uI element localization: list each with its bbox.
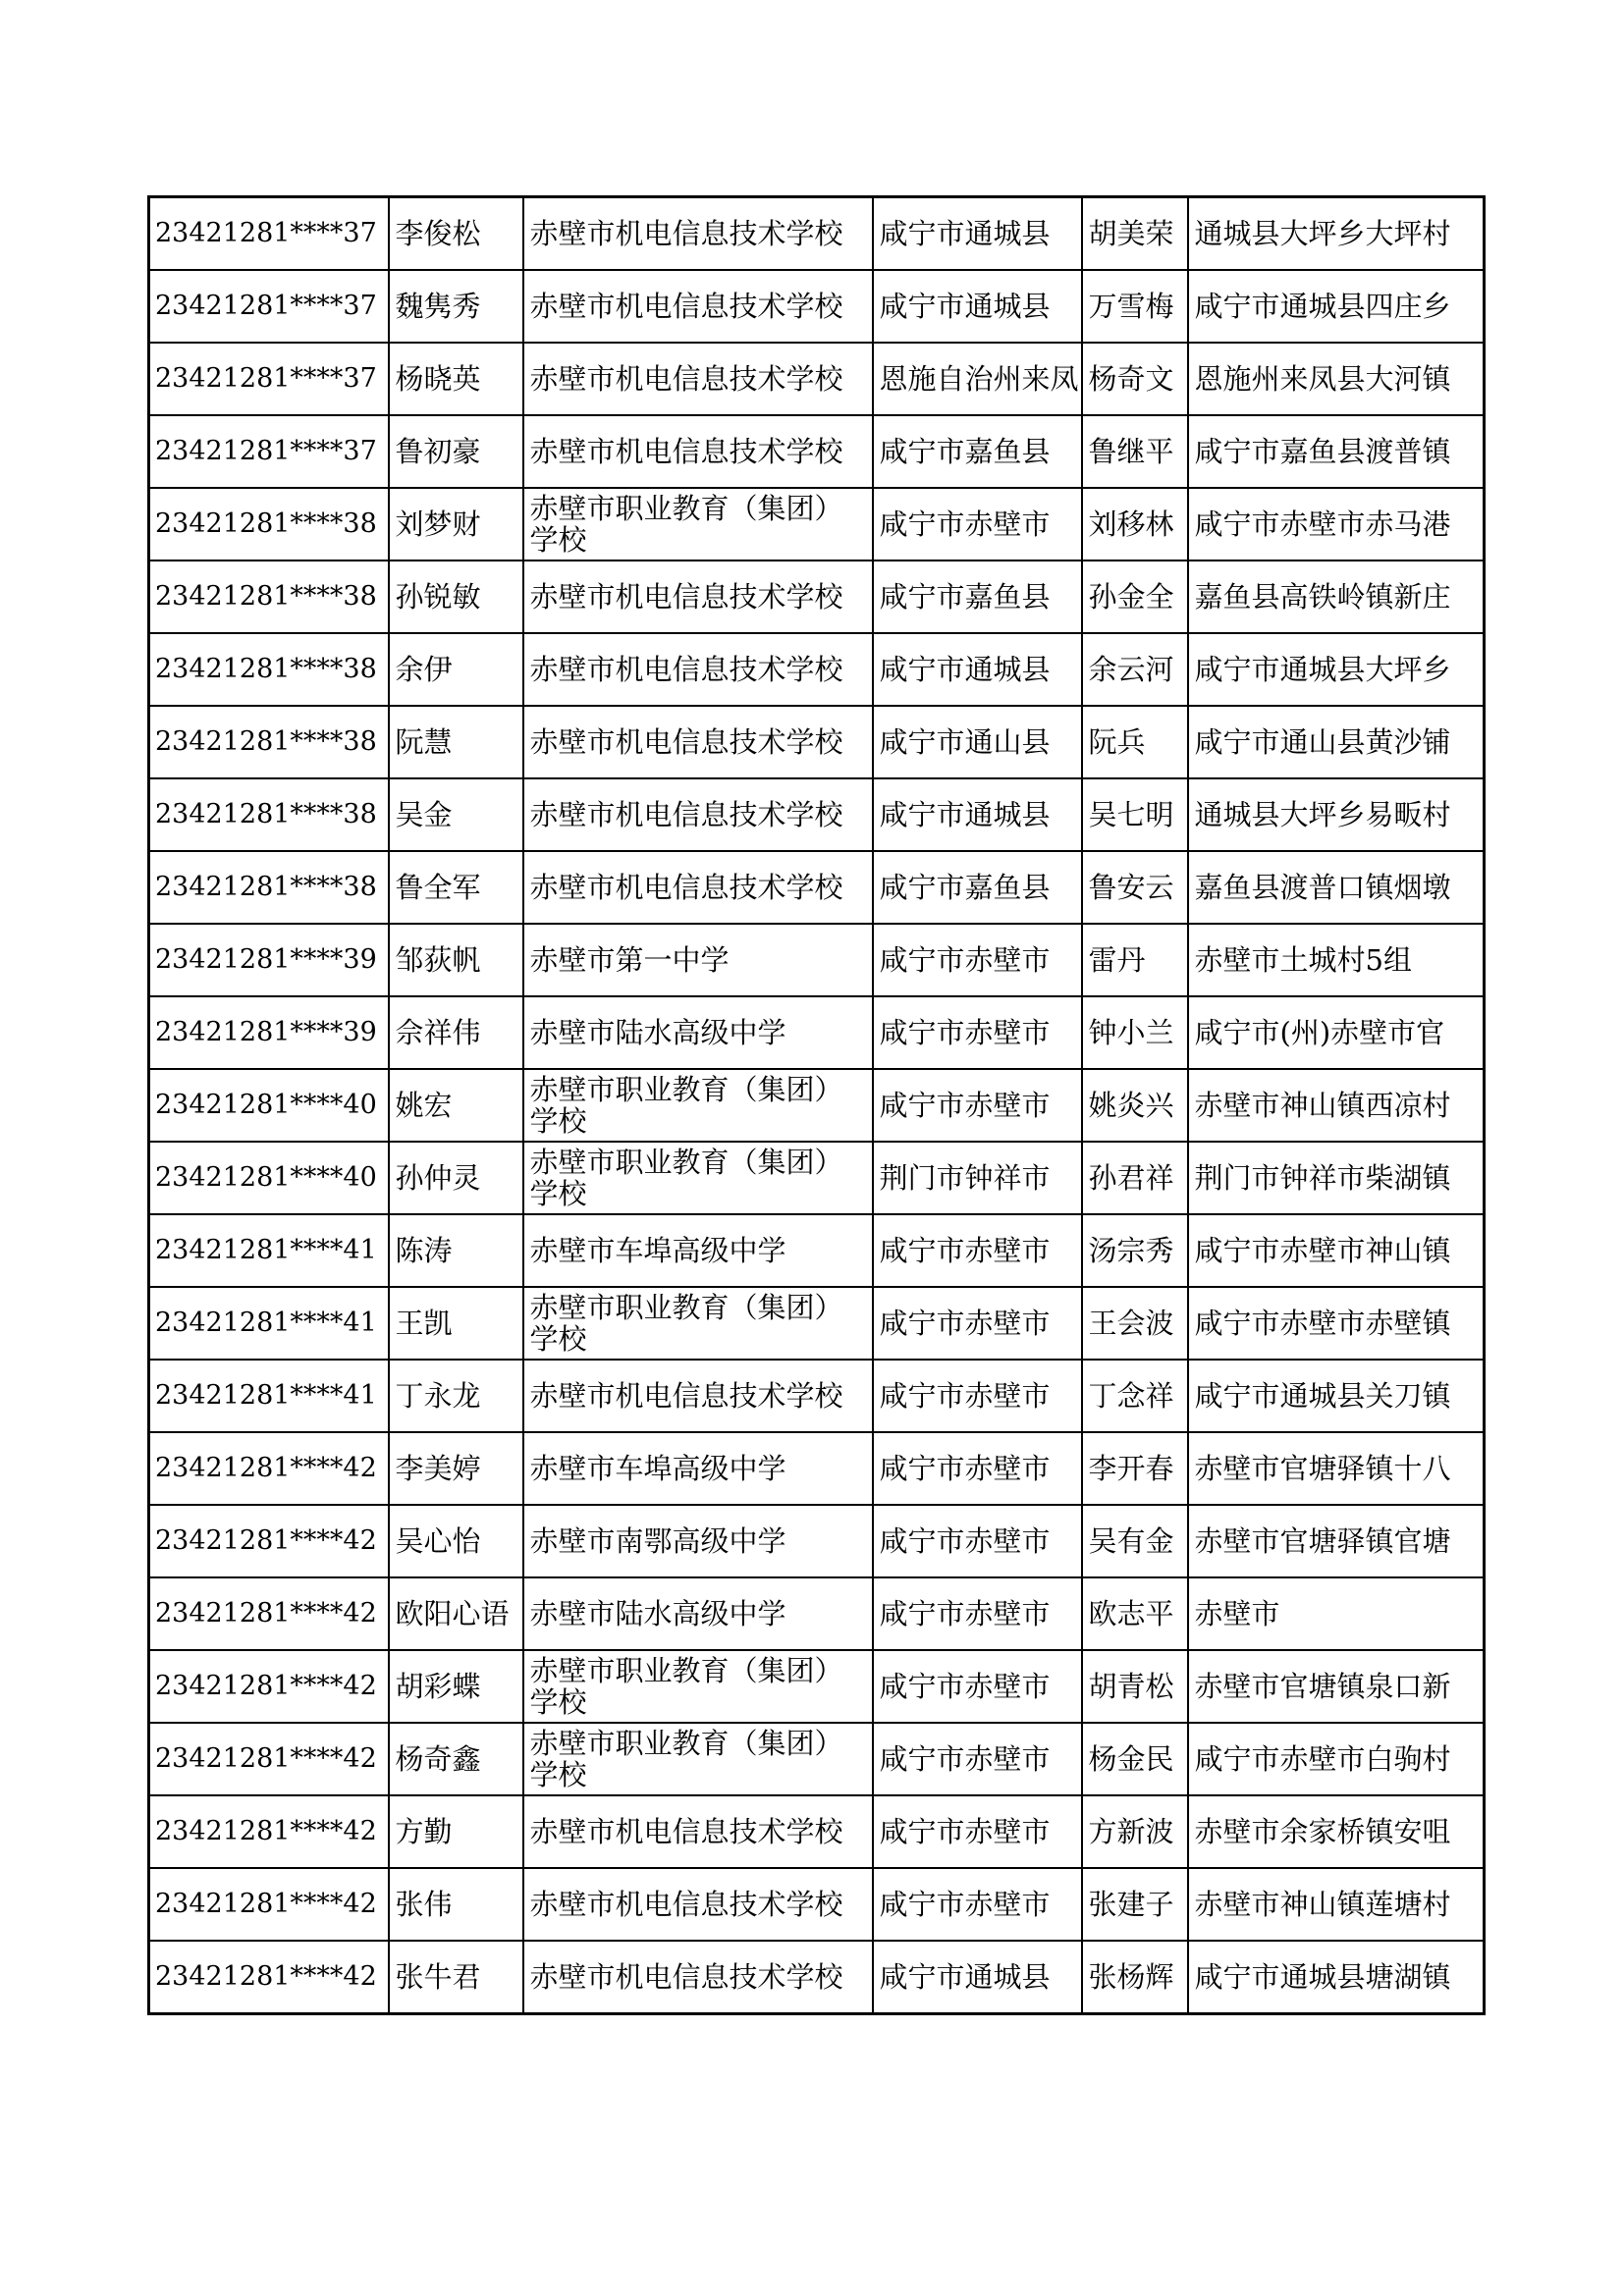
school-cell: 赤壁市职业教育（集团）学校 [523, 1069, 873, 1142]
address-cell: 咸宁市通城县关刀镇 [1188, 1360, 1485, 1432]
student-id-cell: 23421281****38 [149, 778, 389, 851]
address-cell: 赤壁市土城村5组 [1188, 924, 1485, 996]
school-cell: 赤壁市陆水高级中学 [523, 996, 873, 1069]
school-cell: 赤壁市机电信息技术学校 [523, 270, 873, 343]
table-row [149, 924, 1485, 996]
guardian-name-cell: 雷丹 [1082, 924, 1188, 996]
school-cell: 赤壁市机电信息技术学校 [523, 197, 873, 271]
school-cell: 赤壁市职业教育（集团）学校 [523, 1650, 873, 1723]
address-cell: 咸宁市嘉鱼县渡普镇 [1188, 415, 1485, 488]
guardian-name-cell: 李开春 [1082, 1432, 1188, 1505]
table-row [149, 996, 1485, 1069]
table-row [149, 1723, 1485, 1795]
student-id-cell: 23421281****37 [149, 343, 389, 415]
student-id-cell: 23421281****37 [149, 270, 389, 343]
address-cell: 咸宁市通城县大坪乡 [1188, 633, 1485, 706]
guardian-name-cell: 丁念祥 [1082, 1360, 1188, 1432]
table-row [149, 1650, 1485, 1723]
student-id-cell: 23421281****41 [149, 1214, 389, 1287]
student-name-cell: 张伟 [389, 1868, 523, 1941]
guardian-name-cell: 杨奇文 [1082, 343, 1188, 415]
region-cell: 咸宁市嘉鱼县 [873, 415, 1082, 488]
region-cell: 咸宁市赤壁市 [873, 1505, 1082, 1577]
guardian-name-cell: 阮兵 [1082, 706, 1188, 778]
region-cell: 咸宁市通城县 [873, 778, 1082, 851]
region-cell: 咸宁市赤壁市 [873, 996, 1082, 1069]
table-row [149, 1214, 1485, 1287]
guardian-name-cell: 杨金民 [1082, 1723, 1188, 1795]
student-id-cell: 23421281****42 [149, 1650, 389, 1723]
school-cell: 赤壁市机电信息技术学校 [523, 343, 873, 415]
student-name-cell: 姚宏 [389, 1069, 523, 1142]
school-cell: 赤壁市陆水高级中学 [523, 1577, 873, 1650]
guardian-name-cell: 张建子 [1082, 1868, 1188, 1941]
school-cell: 赤壁市第一中学 [523, 924, 873, 996]
student-id-cell: 23421281****42 [149, 1432, 389, 1505]
student-name-cell: 方勤 [389, 1795, 523, 1868]
address-cell: 通城县大坪乡易畈村 [1188, 778, 1485, 851]
table-row [149, 1577, 1485, 1650]
school-cell: 赤壁市车埠高级中学 [523, 1432, 873, 1505]
student-id-cell: 23421281****41 [149, 1360, 389, 1432]
guardian-name-cell: 鲁安云 [1082, 851, 1188, 924]
guardian-name-cell: 胡青松 [1082, 1650, 1188, 1723]
school-cell: 赤壁市车埠高级中学 [523, 1214, 873, 1287]
table-row [149, 1868, 1485, 1941]
student-name-cell: 王凯 [389, 1287, 523, 1360]
guardian-name-cell: 万雪梅 [1082, 270, 1188, 343]
student-name-cell: 杨晓英 [389, 343, 523, 415]
table-row [149, 633, 1485, 706]
region-cell: 咸宁市赤壁市 [873, 1650, 1082, 1723]
student-name-cell: 孙锐敏 [389, 561, 523, 633]
table-row [149, 1941, 1485, 2014]
address-cell: 赤壁市官塘镇泉口新 [1188, 1650, 1485, 1723]
region-cell: 咸宁市通山县 [873, 706, 1082, 778]
address-cell: 咸宁市(州)赤壁市官 [1188, 996, 1485, 1069]
guardian-name-cell: 鲁继平 [1082, 415, 1188, 488]
address-cell: 咸宁市通城县塘湖镇 [1188, 1941, 1485, 2014]
student-name-cell: 佘祥伟 [389, 996, 523, 1069]
table-row [149, 851, 1485, 924]
student-id-cell: 23421281****38 [149, 633, 389, 706]
guardian-name-cell: 孙君祥 [1082, 1142, 1188, 1214]
student-id-cell: 23421281****42 [149, 1577, 389, 1650]
table-row [149, 415, 1485, 488]
student-id-cell: 23421281****38 [149, 488, 389, 561]
address-cell: 咸宁市赤壁市白驹村 [1188, 1723, 1485, 1795]
student-id-cell: 23421281****38 [149, 851, 389, 924]
student-name-cell: 陈涛 [389, 1214, 523, 1287]
address-cell: 嘉鱼县高铁岭镇新庄 [1188, 561, 1485, 633]
school-cell: 赤壁市机电信息技术学校 [523, 778, 873, 851]
guardian-name-cell: 吴有金 [1082, 1505, 1188, 1577]
student-name-cell: 吴心怡 [389, 1505, 523, 1577]
table-row [149, 561, 1485, 633]
address-cell: 咸宁市通山县黄沙铺 [1188, 706, 1485, 778]
address-cell: 赤壁市神山镇西凉村 [1188, 1069, 1485, 1142]
guardian-name-cell: 钟小兰 [1082, 996, 1188, 1069]
region-cell: 咸宁市通城县 [873, 197, 1082, 271]
student-name-cell: 阮慧 [389, 706, 523, 778]
address-cell: 咸宁市赤壁市赤壁镇 [1188, 1287, 1485, 1360]
region-cell: 荆门市钟祥市 [873, 1142, 1082, 1214]
school-cell: 赤壁市机电信息技术学校 [523, 1941, 873, 2014]
school-cell: 赤壁市机电信息技术学校 [523, 633, 873, 706]
student-name-cell: 吴金 [389, 778, 523, 851]
guardian-name-cell: 胡美荣 [1082, 197, 1188, 271]
region-cell: 咸宁市赤壁市 [873, 1287, 1082, 1360]
address-cell: 嘉鱼县渡普口镇烟墩 [1188, 851, 1485, 924]
guardian-name-cell: 王会波 [1082, 1287, 1188, 1360]
school-cell: 赤壁市职业教育（集团）学校 [523, 1142, 873, 1214]
student-name-cell: 张牛君 [389, 1941, 523, 2014]
region-cell: 咸宁市赤壁市 [873, 1868, 1082, 1941]
address-cell: 赤壁市余家桥镇安咀 [1188, 1795, 1485, 1868]
school-cell: 赤壁市机电信息技术学校 [523, 706, 873, 778]
student-name-cell: 李美婷 [389, 1432, 523, 1505]
table-row [149, 706, 1485, 778]
student-name-cell: 余伊 [389, 633, 523, 706]
region-cell: 咸宁市通城县 [873, 633, 1082, 706]
school-cell: 赤壁市职业教育（集团）学校 [523, 488, 873, 561]
student-id-cell: 23421281****42 [149, 1868, 389, 1941]
student-name-cell: 鲁初豪 [389, 415, 523, 488]
region-cell: 咸宁市赤壁市 [873, 924, 1082, 996]
table-row [149, 1795, 1485, 1868]
table-row [149, 1069, 1485, 1142]
address-cell: 赤壁市神山镇莲塘村 [1188, 1868, 1485, 1941]
address-cell: 咸宁市赤壁市神山镇 [1188, 1214, 1485, 1287]
region-cell: 咸宁市赤壁市 [873, 1432, 1082, 1505]
table-row [149, 197, 1485, 271]
school-cell: 赤壁市职业教育（集团）学校 [523, 1287, 873, 1360]
region-cell: 咸宁市赤壁市 [873, 1069, 1082, 1142]
table-row [149, 1142, 1485, 1214]
student-name-cell: 魏隽秀 [389, 270, 523, 343]
address-cell: 赤壁市官塘驿镇十八 [1188, 1432, 1485, 1505]
school-cell: 赤壁市机电信息技术学校 [523, 1360, 873, 1432]
student-name-cell: 杨奇鑫 [389, 1723, 523, 1795]
region-cell: 咸宁市赤壁市 [873, 1577, 1082, 1650]
guardian-name-cell: 方新波 [1082, 1795, 1188, 1868]
student-name-cell: 鲁全军 [389, 851, 523, 924]
student-name-cell: 欧阳心语 [389, 1577, 523, 1650]
student-id-cell: 23421281****38 [149, 706, 389, 778]
table-row [149, 1505, 1485, 1577]
student-id-cell: 23421281****42 [149, 1941, 389, 2014]
student-roster-table [147, 195, 1486, 2015]
address-cell: 通城县大坪乡大坪村 [1188, 197, 1485, 271]
student-id-cell: 23421281****37 [149, 197, 389, 271]
school-cell: 赤壁市南鄂高级中学 [523, 1505, 873, 1577]
table-row [149, 488, 1485, 561]
student-name-cell: 刘梦财 [389, 488, 523, 561]
table-row [149, 1360, 1485, 1432]
school-cell: 赤壁市机电信息技术学校 [523, 1868, 873, 1941]
region-cell: 咸宁市嘉鱼县 [873, 561, 1082, 633]
student-id-cell: 23421281****39 [149, 924, 389, 996]
roster-body [149, 197, 1485, 2014]
student-name-cell: 孙仲灵 [389, 1142, 523, 1214]
guardian-name-cell: 余云河 [1082, 633, 1188, 706]
student-id-cell: 23421281****41 [149, 1287, 389, 1360]
student-name-cell: 胡彩蝶 [389, 1650, 523, 1723]
region-cell: 咸宁市通城县 [873, 1941, 1082, 2014]
guardian-name-cell: 张杨辉 [1082, 1941, 1188, 2014]
guardian-name-cell: 姚炎兴 [1082, 1069, 1188, 1142]
student-name-cell: 邹荻帆 [389, 924, 523, 996]
table-row [149, 1287, 1485, 1360]
student-id-cell: 23421281****42 [149, 1505, 389, 1577]
table-row [149, 778, 1485, 851]
region-cell: 恩施自治州来凤 [873, 343, 1082, 415]
school-cell: 赤壁市机电信息技术学校 [523, 561, 873, 633]
school-cell: 赤壁市机电信息技术学校 [523, 1795, 873, 1868]
guardian-name-cell: 汤宗秀 [1082, 1214, 1188, 1287]
table-row [149, 270, 1485, 343]
student-id-cell: 23421281****38 [149, 561, 389, 633]
student-id-cell: 23421281****37 [149, 415, 389, 488]
address-cell: 咸宁市赤壁市赤马港 [1188, 488, 1485, 561]
student-name-cell: 李俊松 [389, 197, 523, 271]
table-row [149, 343, 1485, 415]
guardian-name-cell: 吴七明 [1082, 778, 1188, 851]
address-cell: 赤壁市 [1188, 1577, 1485, 1650]
student-name-cell: 丁永龙 [389, 1360, 523, 1432]
student-id-cell: 23421281****39 [149, 996, 389, 1069]
region-cell: 咸宁市赤壁市 [873, 1360, 1082, 1432]
address-cell: 赤壁市官塘驿镇官塘 [1188, 1505, 1485, 1577]
guardian-name-cell: 孙金全 [1082, 561, 1188, 633]
address-cell: 荆门市钟祥市柴湖镇 [1188, 1142, 1485, 1214]
address-cell: 咸宁市通城县四庄乡 [1188, 270, 1485, 343]
table-row [149, 1432, 1485, 1505]
region-cell: 咸宁市赤壁市 [873, 1795, 1082, 1868]
address-cell: 恩施州来凤县大河镇 [1188, 343, 1485, 415]
region-cell: 咸宁市赤壁市 [873, 1723, 1082, 1795]
student-id-cell: 23421281****42 [149, 1795, 389, 1868]
region-cell: 咸宁市嘉鱼县 [873, 851, 1082, 924]
guardian-name-cell: 欧志平 [1082, 1577, 1188, 1650]
region-cell: 咸宁市赤壁市 [873, 488, 1082, 561]
school-cell: 赤壁市机电信息技术学校 [523, 415, 873, 488]
school-cell: 赤壁市机电信息技术学校 [523, 851, 873, 924]
region-cell: 咸宁市通城县 [873, 270, 1082, 343]
region-cell: 咸宁市赤壁市 [873, 1214, 1082, 1287]
guardian-name-cell: 刘移林 [1082, 488, 1188, 561]
school-cell: 赤壁市职业教育（集团）学校 [523, 1723, 873, 1795]
student-id-cell: 23421281****40 [149, 1069, 389, 1142]
student-id-cell: 23421281****42 [149, 1723, 389, 1795]
student-id-cell: 23421281****40 [149, 1142, 389, 1214]
